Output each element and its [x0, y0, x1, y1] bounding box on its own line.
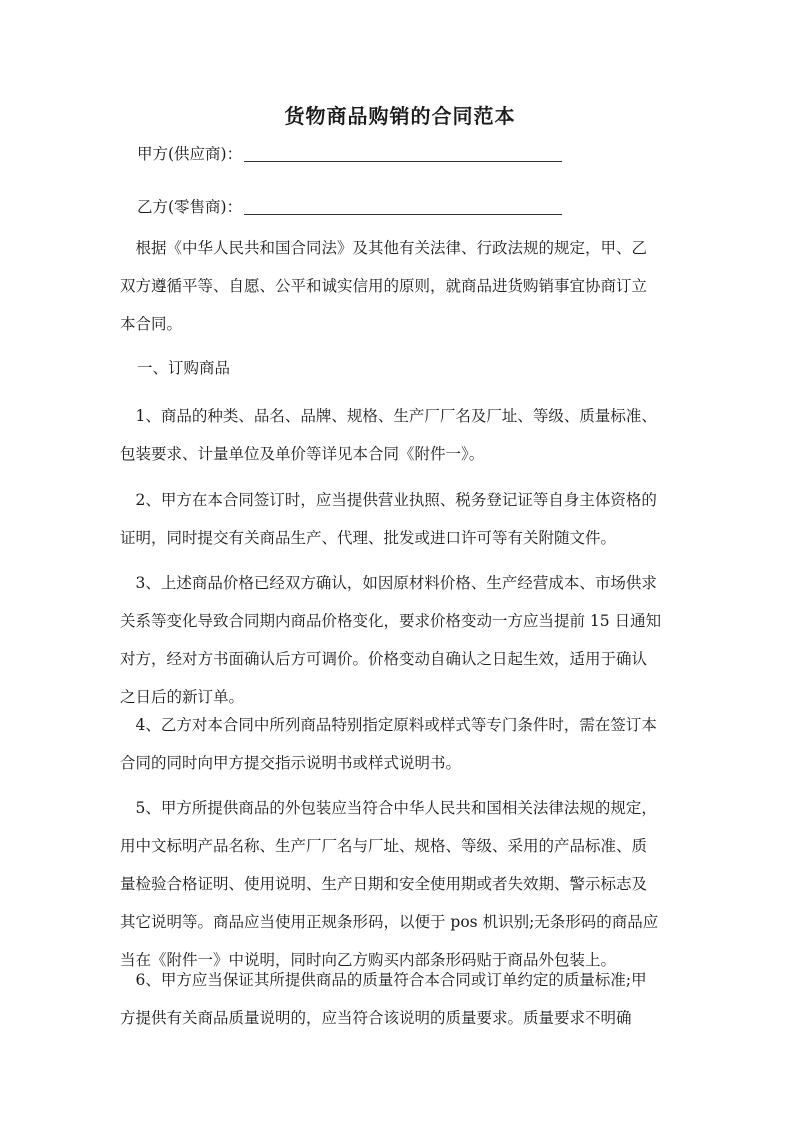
- party-b-blank-line: [244, 198, 562, 215]
- intro-paragraph: 根据《中华人民共和国合同法》及其他有关法律、行政法规的规定，甲、乙 双方遵循平等、自愿、公平和诚实信用的原则，就商品进货购销事宜协商订立 本合同。: [120, 239, 648, 333]
- section-heading-order-goods: 一、订购商品: [137, 359, 231, 377]
- clause-2: 2、甲方在本合同签订时，应当提供营业执照、税务登记证等自身主体资格的 证明，同时提交有关商品生产、代理、批发或进口许可等有关附随文件。: [120, 491, 657, 547]
- party-a-label: 甲方(供应商)：: [137, 145, 243, 163]
- party-b-field: [137, 195, 562, 217]
- clause-5: 5、甲方所提供商品的外包装应当符合中华人民共和国相关法律法规的规定， 用中文标明产品名称、生产厂厂名与厂址、规格、等级、采用的产品标准、质 量检验合格证明、使用说明、生产日期和安全使用期或者失效期、警示标志及 其它说明等。商品应当使用正规条形码，以便于 pos 机识别;无条形码的商品应 当在《附件一》中说明，同时向乙方购买内部条形码贴于商品外包装上。: [120, 799, 659, 969]
- party-a-field: [137, 142, 562, 164]
- document-title: 货物商品购销的合同范本: [284, 104, 516, 128]
- party-b-label: 乙方(零售商)：: [137, 198, 243, 216]
- clause-4: 4、乙方对本合同中所列商品特别指定原料或样式等专门条件时，需在签订本 合同的同时向甲方提交指示说明书或样式说明书。: [120, 716, 657, 772]
- clause-6: 6、甲方应当保证其所提供商品的质量符合本合同或订单约定的质量标准;甲 方提供有关商品质量说明的，应当符合该说明的质量要求。质量要求不明确: [120, 971, 647, 1027]
- party-a-blank-line: [244, 145, 562, 162]
- clause-3: 3、上述商品价格已经双方确认，如因原材料价格、生产经营成本、市场供求 关系等变化导致合同期内商品价格变化，要求价格变动一方应当提前 15 日通知 对方，经对方书面确认后方可调价。价格变动自确认之日起生效，适用于确认 之日后的新订单。: [120, 574, 662, 706]
- clause-1: 1、商品的种类、品名、品牌、规格、生产厂厂名及厂址、等级、质量标准、 包装要求、计量单位及单价等详见本合同《附件一》。: [120, 407, 657, 463]
